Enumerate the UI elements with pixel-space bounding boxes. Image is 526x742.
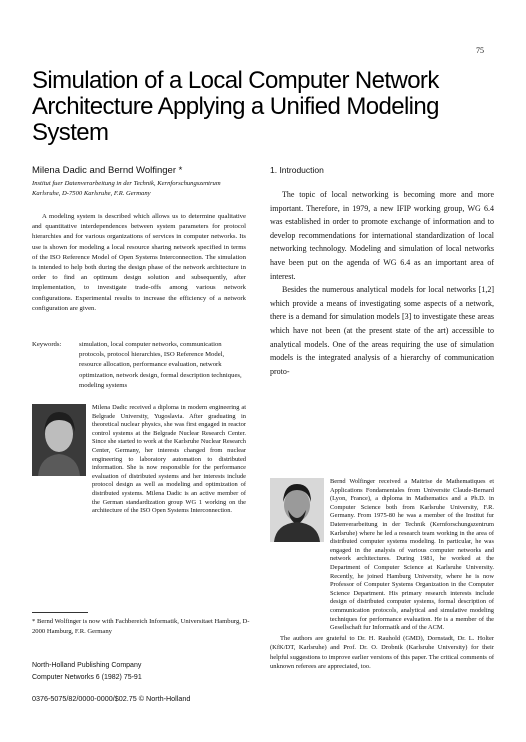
abstract: A modeling system is described which allows us to determine qualitative and quantitative interdependences between system parameters for protocol hierarchies and for various organizations of services in computer networks. Its use is shown for modeling a local resource sharing network specified in terms of the ISO Reference Model of Open Systems Interconnection. The simulation is intended to help both during the design phase of the network architecture in order to find an optimum design solution and subsequently, after implementation, to investigate trade-offs among various network configurations. Experimental results to increase the efficiency of a network configuration are given. [32,213,246,312]
paper-title [32,68,502,146]
title-line: System [32,119,109,146]
publisher-line: North-Holland Publishing Company [32,662,142,669]
introduction-body [270,188,494,378]
page-number: 75 [476,46,484,55]
publisher-info [32,660,142,684]
author-photo-wolfinger [270,478,324,542]
keywords-text: simulation, local computer networks, communication protocols, protocol hierarchies, ISO Reference Model, resource allocation, performance evaluation, network optimization, network design, formal description techniques, modeling systems [79,341,242,389]
bio-dadic-text: Milena Dadic received a diploma in modern engineering at Belgrade University, Yugoslavia. After graduating in theoretical nuclear physics, she was first engaged in reactor control systems at the Belgrade Nuclear Research Center. Since she started to work at the Karlsruhe Nuclear Research Center, Germany, her interests changed from nuclear engineering to laboratory automation to distributed information. She is now responsible for the performance evaluation of distributed systems and her interests include protocol design as well as modeling and optimization of distributed systems. Milena Dadic is an active member of the German standardization group WG 1 working on the architecture of the ISO Open Systems Interconnection. [92,404,246,515]
bio-wolfinger-text: Bernd Wolfinger received a Maitrise de Mathematiques et Applications Fondamentales from Universite Claude-Bernard (Lyon, France), a diploma in Mathematics and a Ph.D. in Computer Science both from Karlsruhe University, F.R. Germany. From 1975-80 he was a member of the Institut fur Datenverarbeitung in der Technik (Kernforschungszentrum Karlsruhe) where he led a research team working in the area of distributed computer systems modeling. In particular, he was engaged in the analysis of various computer networks and network architectures. During 1981, he worked at the Department of Computer Science at Karlsruhe University. Recently, he joined Hamburg University, where he is now Professor of Computer Systems Organization in the Computer Science Department. His primary research interests include design of distributed computer systems, formal description of communication protocols, analytical and simulative modeling techniques for performance evaluation. He is a member of the Gesellschaft fur Informatik and of the ACM. [330,478,494,632]
intro-paragraph: The topic of local networking is becoming more and more important. Therefore, in 1979, a new IFIP working group, WG 6.4 was established in order to promote exchange of information and to develop recommendations for international standardization of local networking technology. Modeling and simulation of local networks have been put on the agenda of WG 6.4 as an important area of interest. [270,190,494,281]
acknowledgement: The authors are grateful to Dr. H. Rauhold (GMD), Dornstadt, Dr. L. Holter (KfK/DT, Karlsruhe) and Prof. Dr. O. Drobnik (Karlsruhe University) for their helpful suggestions to improve earlier versions of this paper. The critical comments of unknown referees are appreciated, too. [270,635,494,671]
footnote-divider [32,612,88,613]
section-heading: 1. Introduction [270,165,324,175]
keywords-label: Keywords: [32,341,62,348]
bio-wolfinger [330,478,494,633]
bio-dadic-rest [32,486,246,572]
issn-line: 0376-5075/82/0000-0000/$02.75 © North-Holland [32,694,191,703]
affiliation: Institut fuer Datenverarbeitung in der Technik, Kernforschungszentrum Karlsruhe, D-7500 Karlsruhe, F.R. Germany [32,180,221,197]
title-line: Simulation of a Local Computer Network [32,67,439,94]
authors: Milena Dadic and Bernd Wolfinger * [32,165,183,176]
intro-paragraph: Besides the numerous analytical models for local networks [1,2] which provide a means of investigating some aspects of a network, there is a demand for simulation models [3] to investigate these areas which have not been (at the present state of the art) accessible to analytical models. One of the areas requiring the use of simulation models is the integrated analysis of a hierarchy of communication proto- [270,285,494,376]
title-line: Architecture Applying a Unified Modeling [32,93,439,120]
publisher-line: Computer Networks 6 (1982) 75-91 [32,674,142,681]
footnote: * Bernd Wolfinger is now with Fachbereich Informatik, Universitaet Hamburg, D-2000 Hamburg, F.R. Germany [32,618,250,635]
